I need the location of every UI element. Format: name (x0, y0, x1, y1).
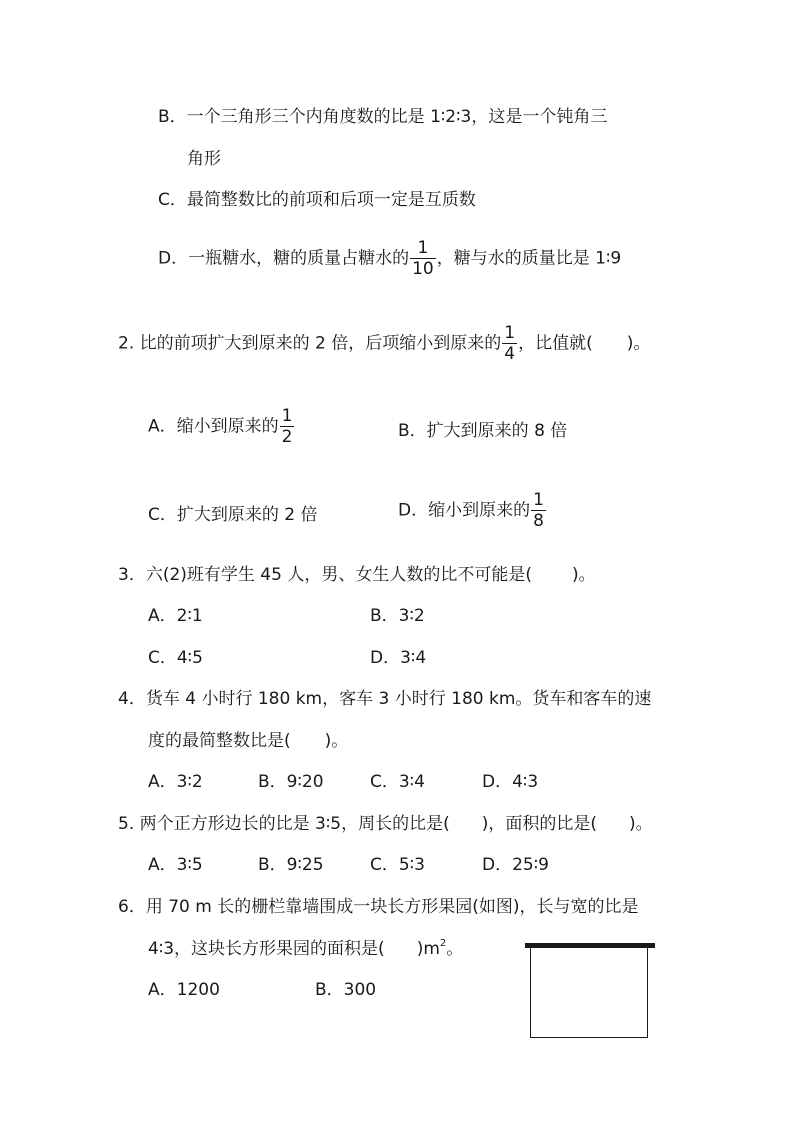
q3-option-a[interactable]: A．2∶1 (148, 606, 203, 626)
q2-option-d-fraction (531, 490, 546, 531)
fraction-denominator: 4 (504, 344, 516, 364)
q6-stem-line2 (148, 939, 463, 959)
q2-option-d[interactable] (398, 490, 547, 531)
q2-option-a-fraction (280, 406, 295, 447)
q5-stem-text-mid: )，面积的比是( (481, 814, 597, 834)
q6-unit-exponent: 2 (439, 938, 447, 949)
q2-stem-text: 2. 比的前项扩大到原来的 2 倍，后项缩小到原来的 (118, 333, 502, 354)
q1-option-d-text-end: ，糖与水的质量比是 1∶9 (436, 248, 622, 269)
q3-stem-text-end: )。 (571, 565, 596, 585)
q5-stem-text: 5. 两个正方形边长的比是 3∶5，周长的比是( (118, 814, 450, 834)
fraction-numerator: 1 (504, 323, 516, 343)
q4-option-a[interactable]: A．3∶2 (148, 772, 203, 792)
q2-option-a-text: A．缩小到原来的 (148, 416, 279, 437)
q5-stem-text-end: )。 (628, 814, 653, 834)
q4-stem-line2 (148, 731, 348, 751)
q3-stem (118, 565, 596, 585)
fraction-denominator: 10 (412, 259, 434, 279)
fraction-numerator: 1 (281, 406, 293, 426)
q3-stem-text: 3．六(2)班有学生 45 人，男、女生人数的比不可能是( (118, 565, 532, 585)
fraction-numerator: 1 (533, 490, 544, 510)
q2-option-c[interactable]: C．扩大到原来的 2 倍 (148, 505, 318, 525)
q5-option-b[interactable]: B．9∶25 (258, 855, 324, 875)
q6-option-a[interactable]: A．1200 (148, 980, 220, 1000)
q4-stem-text-end: )。 (324, 731, 349, 751)
q4-option-c[interactable]: C．3∶4 (370, 772, 425, 792)
q5-option-a[interactable]: A．3∶5 (148, 855, 203, 875)
q4-stem-line1: 4．货车 4 小时行 180 km，客车 3 小时行 180 km。货车和客车的速 (118, 689, 652, 709)
q1-option-d (158, 238, 621, 279)
q1-option-c: C．最简整数比的前项和后项一定是互质数 (158, 190, 476, 210)
q1-option-b-line2: 角形 (187, 149, 221, 169)
fraction-numerator: 1 (410, 238, 436, 259)
q2-stem-fraction (502, 323, 517, 364)
q3-option-b[interactable]: B．3∶2 (370, 606, 425, 626)
q2-stem-text-end-a: ，比值就( (518, 333, 593, 354)
q1-option-d-text: D．一瓶糖水，糖的质量占糖水的 (158, 248, 410, 269)
q3-option-c[interactable]: C．4∶5 (148, 648, 203, 668)
q2-option-a[interactable] (148, 406, 295, 447)
q6-stem-line1: 6．用 70 m 长的栅栏靠墙围成一块长方形果园(如图)，长与宽的比是 (118, 897, 639, 917)
q2-option-b[interactable]: B．扩大到原来的 8 倍 (398, 421, 568, 441)
q6-option-b[interactable]: B．300 (315, 980, 377, 1000)
q4-option-d[interactable]: D．4∶3 (482, 772, 539, 792)
q3-option-d[interactable]: D．3∶4 (370, 648, 427, 668)
q2-option-d-text: D．缩小到原来的 (398, 500, 531, 521)
q5-stem (118, 814, 653, 834)
q1-option-d-fraction (410, 238, 436, 279)
q6-stem-text: 4∶3，这块长方形果园的面积是( (148, 939, 385, 959)
q5-option-c[interactable]: C．5∶3 (370, 855, 425, 875)
q4-stem-text: 度的最简整数比是( (148, 731, 291, 751)
q6-stem-unit: )m (416, 939, 440, 959)
q4-option-b[interactable]: B．9∶20 (258, 772, 324, 792)
q6-stem-text-end: 。 (446, 939, 464, 959)
q1-option-b-line1: B．一个三角形三个内角度数的比是 1∶2∶3，这是一个钝角三 (158, 107, 608, 127)
q5-option-d[interactable]: D．25∶9 (482, 855, 549, 875)
q2-stem-text-end-b: )。 (626, 333, 651, 354)
fraction-denominator: 2 (281, 427, 293, 447)
fraction-denominator: 8 (533, 511, 544, 531)
q2-stem (118, 323, 650, 364)
orchard-rectangle (530, 948, 648, 1038)
